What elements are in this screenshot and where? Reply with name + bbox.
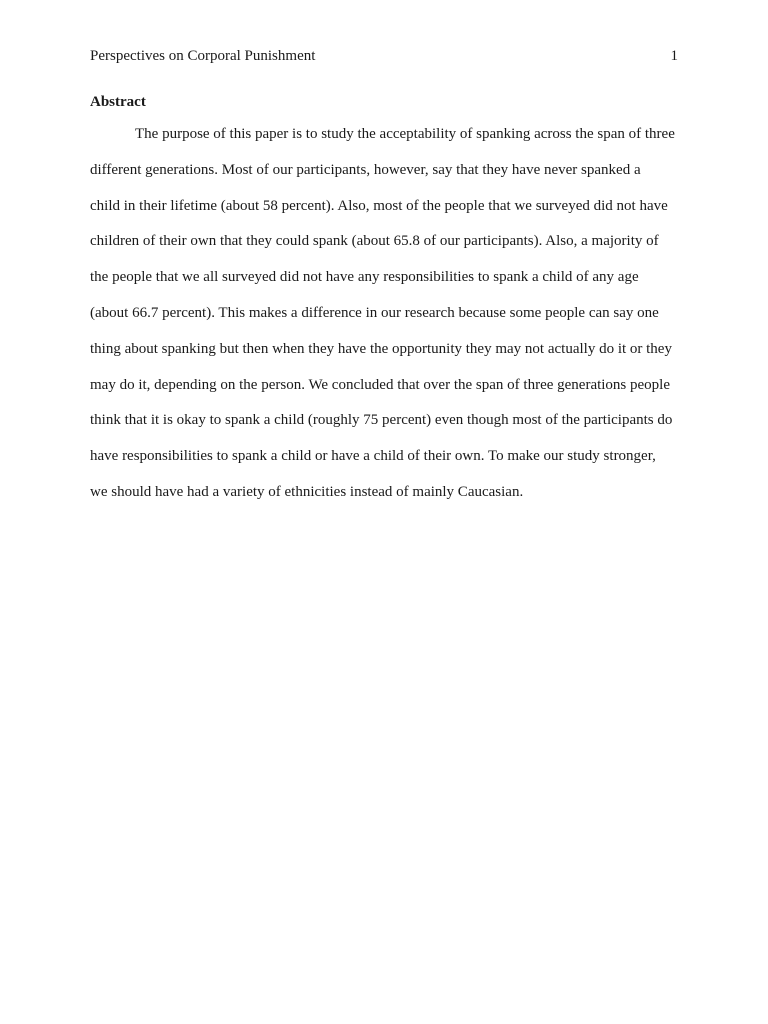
abstract-line: different generations. Most of our participants, however, say that they have never spanked a xyxy=(90,161,641,178)
abstract-line: (about 66.7 percent). This makes a difference in our research because some people can say one xyxy=(90,304,659,321)
page-number: 1 xyxy=(670,48,678,64)
abstract-line: we should have had a variety of ethnicities instead of mainly Caucasian. xyxy=(90,483,524,500)
abstract-line: The purpose of this paper is to study the acceptability of spanking across the span of three xyxy=(135,126,675,142)
abstract-line: children of their own that they could spank (about 65.8 of our participants). Also, a majority of xyxy=(90,233,659,250)
abstract-line: have responsibilities to spank a child or have a child of their own. To make our study stronger, xyxy=(90,448,656,465)
running-head: Perspectives on Corporal Punishment xyxy=(90,48,316,64)
abstract-heading: Abstract xyxy=(90,94,146,110)
abstract-body xyxy=(90,124,678,518)
abstract-line: child in their lifetime (about 58 percent). Also, most of the people that we surveyed did not have xyxy=(90,197,668,214)
abstract-line: may do it, depending on the person. We concluded that over the span of three generations people xyxy=(90,376,671,393)
abstract-line: the people that we all surveyed did not have any responsibilities to spank a child of any age xyxy=(90,269,639,286)
abstract-line: thing about spanking but then when they have the opportunity they may not actually do it or they xyxy=(90,340,672,357)
abstract-line: think that it is okay to spank a child (roughly 75 percent) even though most of the participants do xyxy=(90,412,673,429)
